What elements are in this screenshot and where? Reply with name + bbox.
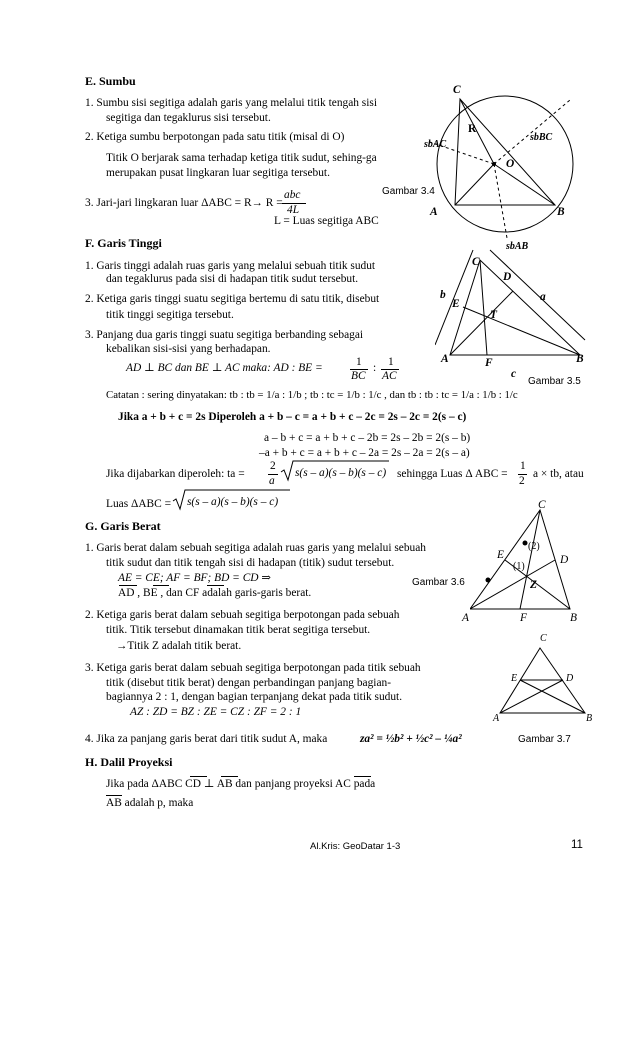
label: E [452, 298, 460, 310]
label: C [453, 84, 461, 96]
label: sbBC [530, 132, 553, 143]
text-line: –a + b + c = a + b + c – 2a = 2s – 2a = 2(s – a) [259, 447, 470, 459]
text-line: 2. Ketiga garis tinggi suatu segitiga bertemu di satu titik, disebut [85, 293, 380, 305]
label: A [430, 206, 438, 218]
text-line: 2. Ketiga sumbu berpotongan pada satu titik (misal di O) [85, 131, 345, 143]
fraction-denominator: AC [382, 370, 397, 382]
figure-3-4-circumcircle [415, 80, 595, 255]
text-line: L = Luas segitiga ABC [274, 215, 379, 227]
text-line: titik (disebut titik berat) dengan perbandingan panjang bagian- [106, 677, 391, 689]
text-line: Titik O berjarak sama terhadap ketiga titik sudut, sehing-ga [106, 152, 377, 164]
footer-text: Al.Kris: GeoDatar 1-3 [310, 841, 401, 852]
document-page: E. Sumbu 1. Sumbu sisi segitiga adalah garis yang melalui titik tengah sisi segitiga dan tegaklurus sisi tersebut. 2. Ketiga sumbu berpotongan pada satu titik (misal di O) Titik O berjarak sama terhadap ketiga titik sudut, sehing-ga merupakan pusat lingkaran luar segitiga tersebut. 3. Jari-jari lingkaran luar ΔABC = R→ R = abc 4L L = Luas segitiga ABC F. Garis Tinggi 1. Garis tinggi adalah ruas garis yang melalui sebuah titik sudut dan tegaklurus pada sisi di hadapan titik sudut tersebut. 2. Ketiga garis tinggi suatu segitiga bertemu di satu titik, disebut titik tinggi segitiga tersebut. 3. Panjang dua garis tinggi suatu segitiga berbanding sebagai kebalikan sisi-sisi yang berhadapan. AD ⊥ BC dan BE ⊥ AC maka: AD : BE = 1 BC : 1 AC Catatan : sering dinyatakan: tb : tb = 1/a : 1/b ; tb : tc = 1/b : 1/c , dan tb : tb : tc = 1/a : 1/b : 1/c Jika a + b + c = 2s Diperoleh a + b – c = a + b + c – 2c = 2s – 2c = 2(s – c) a – b + c = a + b + c – 2b = 2s – 2b = 2(s – b) –a + b + c = a + b + c – 2a = 2s – 2a = 2(s – a) Jika dijabarkan diperoleh: ta = 2 a s(s – a)(s – b)(s – c) sehingga Luas Δ ABC = 1 2 a × tb, atau Luas ΔABC = s(s – a)(s – b)(s – c) G. Garis Berat 1. Garis berat dalam sebuah segitiga adalah ruas garis yang melalui sebuah titik sudut dan titik tengah sisi di hadapan (titik) sudut tersebut. AE = CE; AF = BF; BD = CD ⇒ AD , BE , dan CF adalah garis-garis berat. 2. Ketiga garis berat dalam sebuah segitiga berpotongan pada sebuah titik. Titik tersebut dinamakan titik berat segitiga tersebut. →Titik Z adalah titik berat. 3. Ketiga garis berat dalam sebuah segitiga berpotongan pada titik sebuah titik (disebut titik berat) dengan perbandingan panjang bagian- bagiannya 2 : 1, dengan bagian terpanjang dekat pada titik sudut. AZ : ZD = BZ : ZE = CZ : ZF = 2 : 1 4. Jika za panjang garis berat dari titik sudut A, maka za² = ½b² + ½c² – ¼a² H. Dalil Proyeksi Jika pada ΔABC CD ⊥ AB dan panjang proyeksi AC pada AB adalah p, maka C R O A B sbAC sbBC sbAB Gambar 3.4 C D b a E T A F B c Gambar 3.5 C E D Z (2) (1) A F B Gambar 3.6 C E D A B Gambar 3.7 Al.Kris: GeoDatar 1-3 11 [0, 0, 638, 1051]
text-line: AD ⊥ BC dan BE ⊥ AC maka: AD : BE = [126, 362, 323, 374]
text-line: titik sudut dan titik tengah sisi di hadapan (titik) sudut tersebut. [106, 557, 395, 569]
fraction-numerator: abc [284, 189, 301, 201]
label: sbAB [506, 241, 529, 252]
fraction-denominator: a [269, 475, 275, 487]
text-line: 3. Ketiga garis berat dalam sebuah segitiga berpotongan pada titik sebuah [85, 662, 421, 674]
label: a [540, 291, 546, 303]
label: F [485, 357, 493, 369]
text-line: titik. Titik tersebut dinamakan titik berat segitiga tersebut. [106, 624, 371, 636]
figure-caption: Gambar 3.5 [528, 376, 581, 387]
text-line: AE = CE; AF = BF; BD = CD ⇒ [118, 572, 271, 584]
fraction-numerator: 1 [388, 356, 394, 368]
section-h-title: H. Dalil Proyeksi [85, 755, 173, 769]
text-line: 2. Ketiga garis berat dalam sebuah segitiga berpotongan pada sebuah [85, 609, 400, 621]
label: (2) [528, 541, 540, 552]
figure-caption: Gambar 3.4 [382, 186, 435, 197]
text-line: AB adalah p, maka [106, 797, 194, 809]
label: B [557, 206, 565, 218]
text-line: AZ : ZD = BZ : ZE = CZ : ZF = 2 : 1 [130, 706, 302, 718]
label: C [472, 256, 480, 268]
label: D [566, 673, 574, 684]
text-line: 3. Panjang dua garis tinggi suatu segitiga berbanding sebagai [85, 329, 364, 341]
label: F [520, 612, 527, 624]
section-f-title: F. Garis Tinggi [85, 236, 162, 250]
label: D [503, 271, 512, 283]
text-line: 1. Sumbu sisi segitiga adalah garis yang melalui titik tengah sisi [85, 97, 378, 109]
text-line: a – b + c = a + b + c – 2b = 2s – 2b = 2(s – b) [264, 432, 471, 444]
label: R [468, 123, 477, 135]
label: Z [530, 579, 537, 591]
label: B [570, 612, 577, 624]
text-line: bagiannya 2 : 1, dengan bagian terpanjang dekat pada titik sudut. [106, 691, 403, 703]
label: E [511, 673, 518, 684]
fraction-denominator: BC [351, 370, 366, 382]
text-line: Jika a + b + c = 2s Diperoleh a + b – c = a + b + c – 2c = 2s – 2c = 2(s – c) [118, 411, 467, 423]
text-line: titik tinggi segitiga tersebut. [106, 309, 234, 321]
text-line: 3. Jari-jari lingkaran luar ΔABC = R→ R = [85, 197, 283, 209]
figure-caption: Gambar 3.7 [518, 734, 571, 745]
text-line: merupakan pusat lingkaran luar segitiga tersebut. [106, 167, 330, 179]
formula: za² = ½b² + ½c² – ¼a² [360, 733, 462, 745]
label: O [506, 158, 515, 170]
label: c [511, 368, 517, 380]
text-line: s(s – a)(s – b)(s – c) [187, 496, 279, 508]
label: E [497, 549, 504, 561]
label: B [586, 713, 593, 724]
label: b [440, 289, 446, 301]
label: C [540, 633, 547, 644]
text-line: a × tb, atau [533, 468, 584, 480]
label: A [493, 713, 500, 724]
text-line: segitiga dan tegaklurus sisi tersebut. [106, 112, 271, 124]
text-line: Catatan : sering dinyatakan: tb : tb = 1/a : 1/b ; tb : tc = 1/b : 1/c , dan tb : tb : tc = 1/a : 1/b : 1/c [106, 389, 518, 401]
text-line: sehingga Luas Δ ABC = [397, 468, 508, 480]
text-line: dan tegaklurus pada sisi di hadapan titik sudut tersebut. [106, 273, 359, 285]
text-line: Luas ΔABC = [106, 498, 172, 510]
text-line: s(s – a)(s – b)(s – c) [295, 467, 387, 479]
text-line: kebalikan sisi-sisi yang berhadapan. [106, 343, 271, 355]
figure-3-7-triangle [495, 643, 590, 718]
section-e-title: E. Sumbu [85, 74, 136, 88]
section-g-title: G. Garis Berat [85, 519, 161, 533]
figure-caption: Gambar 3.6 [412, 577, 465, 588]
text-line: →Titik Z adalah titik berat. [116, 640, 242, 652]
label: (1) [513, 561, 525, 572]
fraction-numerator: 1 [356, 356, 362, 368]
text-line: 4. Jika za panjang garis berat dari titik sudut A, maka [85, 733, 328, 745]
text-line: AD , BE , dan CF adalah garis-garis berat. [118, 587, 312, 599]
label: A [462, 612, 469, 624]
label: sbAC [424, 139, 447, 150]
label: C [538, 499, 546, 511]
page-number: 11 [571, 839, 583, 851]
fraction-denominator: 4L [287, 204, 300, 216]
label: B [576, 353, 584, 365]
text-line: Jika dijabarkan diperoleh: ta = [106, 468, 245, 480]
label: A [441, 353, 449, 365]
fraction-denominator: 2 [519, 475, 525, 487]
label: T [490, 309, 497, 321]
fraction-numerator: 2 [270, 460, 276, 472]
text-line: Jika pada ΔABC CD ⊥ AB dan panjang proyeksi AC pada [106, 778, 376, 790]
text-line: 1. Garis berat dalam sebuah segitiga adalah ruas garis yang melalui sebuah [85, 542, 426, 554]
label: D [560, 554, 569, 566]
fraction-numerator: 1 [520, 460, 526, 472]
text-line: 1. Garis tinggi adalah ruas garis yang melalui sebuah titik sudut [85, 260, 376, 272]
